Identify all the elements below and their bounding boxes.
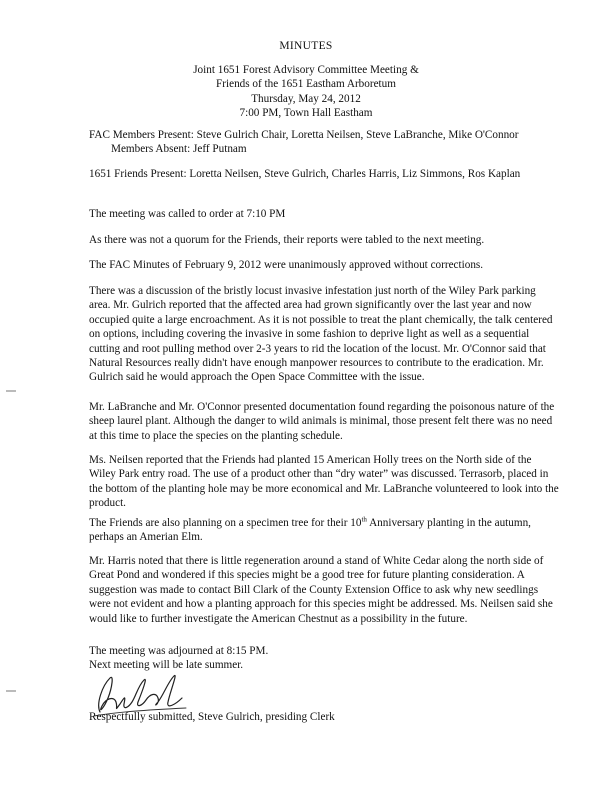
anniversary-text-end: Anniversary planting in the autumn, perhaps an Amerian Elm.	[89, 517, 531, 544]
members-absent: Members Absent: Jeff Putnam	[111, 143, 247, 156]
header-line-1: Joint 1651 Forest Advisory Committee Meeting &	[193, 64, 419, 76]
adjourned-line: The meeting was adjourned at 8:15 PM.	[89, 645, 269, 657]
header-line-4: 7:00 PM, Town Hall Eastham	[239, 107, 373, 120]
next-meeting-line: Next meeting will be late summer.	[89, 659, 244, 672]
paragraph-sheep-laurel: Mr. LaBranche and Mr. O'Connor presented documentation found regarding the poisonous nature of the sheep laurel plant. Although the danger to wild animals is minimal, those present felt there was no need at this time to place the species on the planting schedule.	[89, 401, 555, 442]
paragraph-call-to-order: The meeting was called to order at 7:10 PM	[89, 208, 286, 220]
closing-signature-line: Respectfully submitted, Steve Gulrich, presiding Clerk	[89, 711, 335, 723]
paragraph-quorum: As there was not a quorum for the Friends, their reports were tabled to the next meeting.	[89, 234, 485, 246]
attendance-fac	[89, 128, 559, 157]
anniversary-text-start: The Friends are also planning on a specimen tree for their 10	[89, 517, 362, 529]
friends-present: 1651 Friends Present: Loretta Neilsen, Steve Gulrich, Charles Harris, Liz Simmons, Ros Kaplan	[89, 168, 521, 180]
scan-edge-mark	[6, 390, 16, 392]
paragraph-american-holly: Ms. Neilsen reported that the Friends had planted 15 American Holly trees on the North side of the Wiley Park entry road. The use of a product other than “dry water” was discussed. Terrasorb, placed in the bottom of the planting hole may be more economical and Mr. LaBranche volunteered to look into the product.	[89, 454, 559, 510]
ordinal-suffix: th	[361, 515, 367, 524]
header-line-3: Thursday, May 24, 2012	[251, 92, 361, 105]
scan-edge-mark	[6, 690, 16, 692]
header-line-2: Friends of the 1651 Eastham Arboretum	[216, 78, 396, 91]
paragraph-anniversary-tree	[89, 516, 559, 545]
paragraph-bristly-locust: There was a discussion of the bristly locust invasive infestation just north of the Wiley Park parking area. Mr. Gulrich reported that the affected area had grown significantly over the last year and now occupied quite a large encroachment. As it is not possible to treat the plant chemically, the talk centered on options, including covering the invasive in some fashion to deprive light as well as a sequential cutting and root pulling method over 2-3 years to rid the location of the locust. Mr. O'Connor said that Natural Resources really didn't have enough manpower resources to contribute to the eradication. Mr. Gulrich said he would approach the Open Space Committee with the issue.	[89, 285, 553, 384]
fac-members-present: FAC Members Present: Steve Gulrich Chair, Loretta Neilsen, Steve LaBranche, Mike O'Connor	[89, 129, 519, 141]
document-title: MINUTES	[279, 40, 333, 52]
paragraph-white-cedar: Mr. Harris noted that there is little regeneration around a stand of White Cedar along the north side of Great Pond and wondered if this species might be a good tree for future planting consideration. A suggestion was made to contact Bill Clark of the County Extension Office to ask why new seedlings were not evident and how a planting approach for this species might be addressed. Ms. Neilsen said she would like to further investigate the American Chestnut as a possibility in the future.	[89, 555, 553, 625]
paragraph-minutes-approval: The FAC Minutes of February 9, 2012 were unanimously approved without corrections.	[89, 259, 484, 271]
meeting-header	[0, 63, 612, 121]
